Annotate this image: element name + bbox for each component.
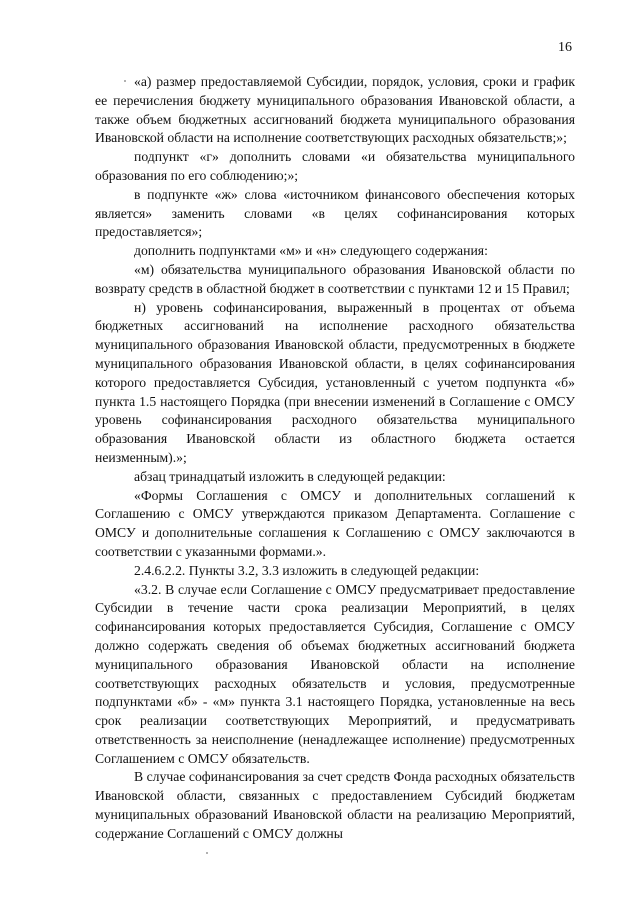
- paragraph: абзац тринадцатый изложить в следующей редакции:: [134, 468, 446, 484]
- paragraph: 2.4.6.2.2. Пункты 3.2, 3.3 изложить в следующей редакции:: [134, 562, 480, 578]
- paragraph: «м) обязательства муниципального образования Ивановской области по возврату средств в областной бюджет в соответствии с пунктами 12 и 15 Правил;: [95, 261, 575, 296]
- page-number: 16: [558, 40, 572, 55]
- scan-speck: [124, 80, 126, 82]
- paragraph: В случае софинансирования за счет средств Фонда расходных обязательств Ивановской области, связанных с предоставлением Субсидий бюджетам муниципальных образований Ивановской области на реализацию Мероприятий, содержание Соглашений с ОМСУ должны: [95, 769, 575, 841]
- scan-speck: [206, 852, 208, 854]
- paragraph: «3.2. В случае если Соглашение с ОМСУ предусматривает предоставление Субсидии в течение части срока реализации Мероприятий, в целях софинансирования которых предоставляется Субсидия, Соглашение с ОМСУ должно содержать сведения об объемах бюджетных ассигнований бюджета муниципального образования Ивановской области на исполнение соответствующих расходных обязательств и условия, предусмотренные подпунктами «б» - «м» пункта 3.1 настоящего Порядка, установленные на весь срок реализации соответствующих Мероприятий, и предусматривать ответственность за неисполнение (ненадлежащее исполнение) предусмотренных Соглашением с ОМСУ обязательств.: [95, 581, 575, 766]
- document-body: [95, 73, 575, 844]
- paragraph: «Формы Соглашения с ОМСУ и дополнительных соглашений к Соглашению с ОМСУ утверждаются приказом Департамента. Соглашение с ОМСУ и дополнительные соглашения к Соглашению с ОМСУ заключаются в соответствии с указанными формами.».: [95, 487, 575, 559]
- paragraph: в подпункте «ж» слова «источником финансового обеспечения которых является» заменить словами «в целях софинансирования которых предоставляется»;: [95, 186, 575, 240]
- paragraph: «а) размер предоставляемой Субсидии, порядок, условия, сроки и график ее перечисления бюджету муниципального образования Ивановской области, а также объем бюджетных ассигнований бюджета муниципального образования Ивановской области на исполнение соответствующих расходных обязательств;»;: [95, 74, 575, 146]
- paragraph: дополнить подпунктами «м» и «н» следующего содержания:: [134, 243, 488, 259]
- paragraph: н) уровень софинансирования, выраженный в процентах от объема бюджетных ассигнований на исполнение расходного обязательства муниципального образования Ивановской области, предусмотренных в бюджете муниципального образования Ивановской области, в целях софинансирования которого предоставляется Субсидия, установленный с учетом подпункта «б» пункта 1.5 настоящего Порядка (при внесении изменений в Соглашение с ОМСУ уровень софинансирования расходного обязательства муниципального образования Ивановской области из областного бюджета остается неизменным).»;: [95, 299, 575, 465]
- paragraph: подпункт «г» дополнить словами «и обязательства муниципального образования по его соблюдению;»;: [95, 149, 575, 183]
